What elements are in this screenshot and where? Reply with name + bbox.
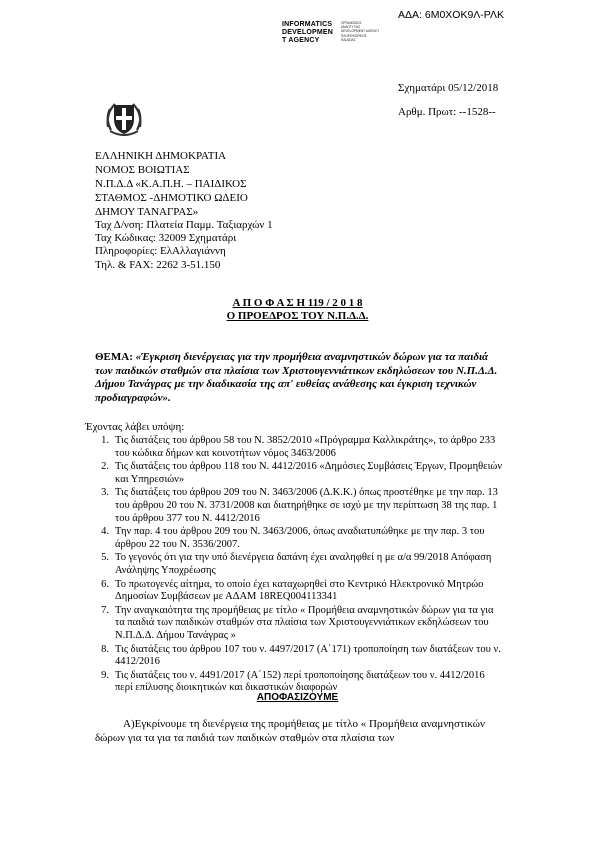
list-item-number: 3. [101, 487, 109, 499]
list-item-text: Την παρ. 4 του άρθρου 209 του Ν. 3463/2006, όπως αναδιατυπώθηκε με την παρ. 3 του άρθρου 22 του Ν. 3536/2007. [115, 526, 485, 550]
header-line-2: ΝΟΜΟΣ ΒΟΙΩΤΙΑΣ [95, 164, 190, 176]
document-date: Σχηματάρι 05/12/2018 [398, 82, 499, 94]
list-item-text: Τις διατάξεις του άρθρου 107 του ν. 4497/2017 (Α΄171) τροποποίηση των διατάξεων του ν. 4412/2016 [115, 643, 501, 668]
ida-tiny-5: ΠΑΙΔΕΙΑΣ [341, 37, 356, 42]
header-line-3: Ν.Π.Δ.Δ «Κ.Α.Π.Η. – ΠΑΙΔΙΚΟΣ [95, 178, 247, 190]
decide-heading-text: ΑΠΟΦΑΣΙΖΟΥΜΕ [256, 692, 339, 703]
greek-emblem-icon [103, 97, 145, 139]
subject-label: ΘΕΜΑ: [95, 351, 133, 363]
decision-paragraph: Α)Εγκρίνουμε τη διενέργεια της προμήθειας με τίτλο « Προμήθεια αναμνηστικών δώρων για τα για τα παιδιά των παιδικών σταθμών στα πλαίσια των [95, 718, 486, 744]
list-item-number: 9. [101, 669, 109, 681]
subject-text: «Έγκριση διενέργειας για την προμήθεια αναμνηστικών δώρων για τα παιδιά των παιδικών σταθμών στα πλαίσια των Χριστουγεννιάτικων εκδηλώσεων του Ν.Π.Δ.Δ. Δήμου Τανάγρας με την διαδικασία της απ' ευθείας ανάθεσης και έγκριση τεχνικών προδιαγραφών». [95, 351, 498, 404]
list-item [85, 526, 505, 551]
considering-list [85, 435, 505, 696]
header-address: Ταχ Δ/νση: Πλατεία Παμμ. Ταξιαρχών 1 [95, 219, 273, 231]
subject-block [95, 351, 505, 405]
decision-issuer-text: Ο ΠΡΟΕΔΡΟΣ ΤΟΥ Ν.Π.Δ.Δ. [226, 310, 369, 322]
ida-logo-line-3: T AGENCY [282, 37, 320, 44]
header-line-1: ΕΛΛΗΝΙΚΗ ΔΗΜΟΚΡΑΤΙΑ [95, 150, 227, 162]
list-item-number: 2. [101, 461, 109, 473]
list-item [85, 605, 505, 643]
list-item-text: Το γεγονός ότι για την υπό διενέργεια δαπάνη έχει αναληφθεί η με α/α 99/2018 Απόφαση Ανάληψης Υποχρέωσης [115, 552, 492, 576]
header-phone-fax: Τηλ. & FAX: 2262 3-51.150 [95, 259, 221, 271]
ida-logo-line-2: DEVELOPMEN [282, 29, 334, 36]
list-item-number: 4. [101, 526, 109, 538]
header-line-4: ΣΤΑΘΜΟΣ -ΔΗΜΟΤΙΚΟ ΩΔΕΙΟ [95, 192, 248, 204]
protocol-number: Αρθμ. Πρωτ: --1528-- [398, 106, 496, 118]
list-item-text: Τις διατάξεις του άρθρου 58 του Ν. 3852/2010 «Πρόγραμμα Καλλικράτης», το άρθρο 233 του κώδικα δήμων και κοινοτήτων νόμος 3463/2006 [115, 435, 496, 459]
ida-logo-line-1: INFORMATICS [282, 21, 333, 28]
list-item-text: Το πρωτογενές αίτημα, το οποίο έχει καταχωρηθεί στο Κεντρικό Ηλεκτρονικό Μητρώο Δημοσίων Συμβάσεων με ΑΔΑΜ 18REQ004113341 [115, 578, 484, 603]
ada-code: ΑΔΑ: 6Μ0ΧΟΚ9Λ-ΡΛΚ [398, 9, 505, 21]
list-item [85, 579, 505, 604]
list-item-text: Τις διατάξεις του άρθρου 118 του Ν. 4412/2016 «Δημόσιες Συμβάσεις Έργων, Προμηθειών και Υπηρεσιών» [115, 461, 503, 485]
header-line-5: ΔΗΜΟΥ ΤΑΝΑΓΡΑΣ» [95, 206, 199, 218]
considering-heading: Έχοντας λάβει υπόψη: [85, 421, 185, 433]
decision-number: Α Π Ο Φ Α Σ Η 119 / 2 0 1 8 [232, 297, 363, 309]
list-item-text: Την αναγκαιότητα της προμήθειας με τίτλο « Προμήθεια αναμνηστικών δώρων για τα για τα παιδιά των παιδικών σταθμών στα πλαίσια των Χριστουγεννιάτικων εκδηλώσεων του Ν.Π.Δ.Δ. Δήμου Τανάγρας » [115, 604, 494, 641]
list-item [85, 487, 505, 525]
list-item-number: 8. [101, 643, 109, 655]
header-info: Πληροφορίες: ΕλΑλλαγιάννη [95, 245, 226, 257]
list-item-number: 1. [101, 435, 109, 446]
list-item-text: Τις διατάξεις του ν. 4491/2017 (Α΄152) περί τροποποίησης διατάξεων του ν. 4412/2016 περί επίλυσης διοικητικών και δικαστικών διαφορών [115, 669, 485, 694]
ida-tiny-2: ΑΝΑΠΤΥΞΗΣ [341, 25, 361, 30]
ida-logo-small-text [341, 21, 379, 42]
ida-tiny-4: ΠΛΗΡΟΦΟΡΙΚΗΣ [341, 33, 367, 38]
list-item [85, 435, 505, 460]
list-item-text: Τις διατάξεις του άρθρου 209 του Ν. 3463/2006 (Δ.Κ.Κ.) όπως προστέθηκε με την παρ. 13 του άρθρου 20 του Ν. 3731/2008 και διατηρήθηκε σε ισχύ με την περίπτωση 38 της παρ. 1 του άρθρου 377 του Ν. 4412/2016 [115, 487, 498, 524]
header-postal-code: Ταχ Κώδικας: 32009 Σχηματάρι [95, 232, 237, 244]
ida-tiny-3: DEVELOPMENT AGENCY [341, 29, 380, 34]
decision-issuer [0, 310, 595, 322]
list-item [85, 644, 505, 669]
list-item [85, 461, 505, 486]
list-item [85, 552, 505, 577]
ida-tiny-1: ΟΡΓΑΝΙΣΜΟΣ [341, 21, 362, 25]
list-item-number: 5. [101, 552, 109, 564]
decide-heading [0, 692, 595, 703]
list-item-number: 6. [101, 578, 109, 590]
list-item-number: 7. [101, 604, 109, 616]
decision-title [0, 297, 595, 309]
